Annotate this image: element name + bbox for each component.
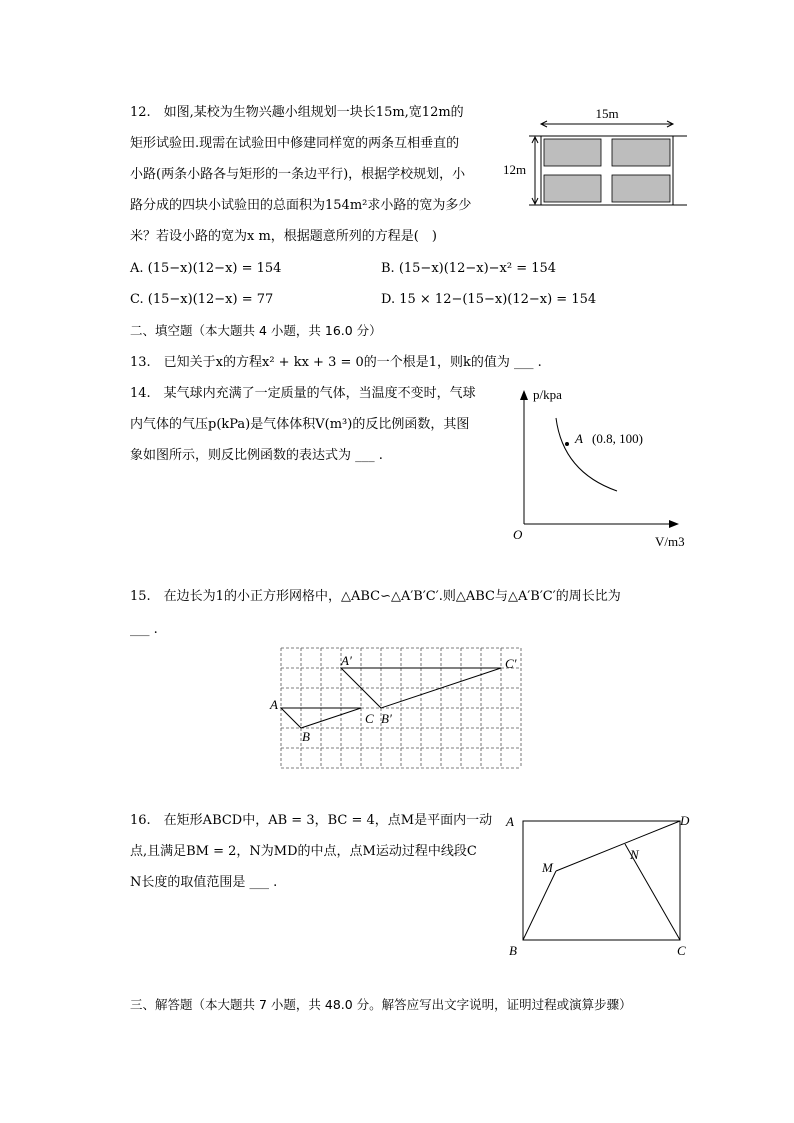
q14-origin-label: O xyxy=(513,527,523,542)
q12-plot-tl xyxy=(544,139,601,166)
q14-curve xyxy=(556,418,617,491)
q14-point-label: A xyxy=(575,431,583,446)
q14-graph xyxy=(505,382,705,552)
q16-label-m: M xyxy=(542,860,553,875)
q13-text: 13. 已知关于x的方程x² + kx + 3 = 0的一个根是1，则k的值为 ___ . xyxy=(130,355,542,370)
q15-line-1: 15. 在边长为1的小正方形网格中，△ABC∽△A′B′C′.则△ABC与△A′B′C′的周长比为 xyxy=(130,589,621,604)
q15-grid-figure xyxy=(265,645,530,770)
q14-x-arrow xyxy=(669,520,679,528)
q12-plot-bl xyxy=(544,175,601,202)
q16-label-a: A xyxy=(506,814,514,829)
q12-option-a: A. (15−x)(12−x) = 154 xyxy=(130,261,282,276)
q12-option-c: C. (15−x)(12−x) = 77 xyxy=(130,292,274,307)
q12-plot-tr xyxy=(612,139,670,166)
q16-label-b: B xyxy=(509,943,517,958)
q12-length-label: 15m xyxy=(595,106,619,121)
q16-label-n: N xyxy=(630,847,639,862)
section-2-heading: 二、填空题（本大题共 4 小题，共 16.0 分） xyxy=(130,323,382,338)
q12-plot-br xyxy=(612,175,670,202)
q12-option-b: B. (15−x)(12−x)−x² = 154 xyxy=(381,261,557,276)
q16-line-3: N长度的取值范围是 ___ . xyxy=(130,875,278,890)
q12-option-d: D. 15 × 12−(15−x)(12−x) = 154 xyxy=(381,292,597,307)
q14-line-3: 象如图所示，则反比例函数的表达式为 ___ . xyxy=(130,448,383,463)
q12-line-3: 小路(两条小路各与矩形的一条边平行)，根据学校规划，小 xyxy=(130,167,466,182)
q12-figure xyxy=(495,100,695,215)
q14-y-label: p/kpa xyxy=(533,387,562,402)
q14-line-1: 14. 某气球内充满了一定质量的气体，当温度不变时，气球 xyxy=(130,386,476,401)
section-3-heading: 三、解答题（本大题共 7 小题，共 48.0 分。解答应写出文字说明，证明过程或演算步骤） xyxy=(130,997,632,1012)
q16-line-1: 16. 在矩形ABCD中，AB = 3，BC = 4，点M是平面内一动 xyxy=(130,813,493,828)
q12-line-1: 12. 如图,某校为生物兴趣小组规划一块长15m,宽12m的 xyxy=(130,105,464,120)
q12-line-4: 路分成的四块小试验田的总面积为154m²求小路的宽为多少 xyxy=(130,198,472,213)
q12-line-2: 矩形试验田.现需在试验田中修建同样宽的两条互相垂直的 xyxy=(130,136,460,151)
q14-y-arrow xyxy=(520,390,528,400)
q15-label-b-prime: B′ xyxy=(381,711,392,726)
q16-label-d: D xyxy=(680,813,690,828)
q16-segment-md xyxy=(556,821,680,871)
q16-segment-bm xyxy=(523,871,556,940)
q16-rectangle xyxy=(523,821,680,940)
q16-figure xyxy=(500,808,700,963)
q15-label-c-prime: C′ xyxy=(505,656,517,671)
q15-line-2: ___ . xyxy=(130,622,158,637)
q12-width-label: 12m xyxy=(503,162,527,177)
q14-point-coords: (0.8, 100) xyxy=(592,431,643,446)
q14-line-2: 内气体的气压p(kPa)是气体体积V(m³)的反比例函数，其图 xyxy=(130,417,470,432)
q15-label-a-prime: A′ xyxy=(341,653,352,668)
q15-label-a: A xyxy=(270,697,278,712)
q14-point-a xyxy=(565,442,569,446)
q15-label-c: C xyxy=(365,711,374,726)
q14-x-label: V/m3 xyxy=(655,534,685,549)
q12-line-5: 米？若设小路的宽为x m，根据题意所列的方程是( ) xyxy=(130,229,437,244)
q15-label-b: B xyxy=(302,729,310,744)
q16-line-2: 点,且满足BM = 2，N为MD的中点，点M运动过程中线段C xyxy=(130,844,477,859)
q16-label-c: C xyxy=(677,943,686,958)
